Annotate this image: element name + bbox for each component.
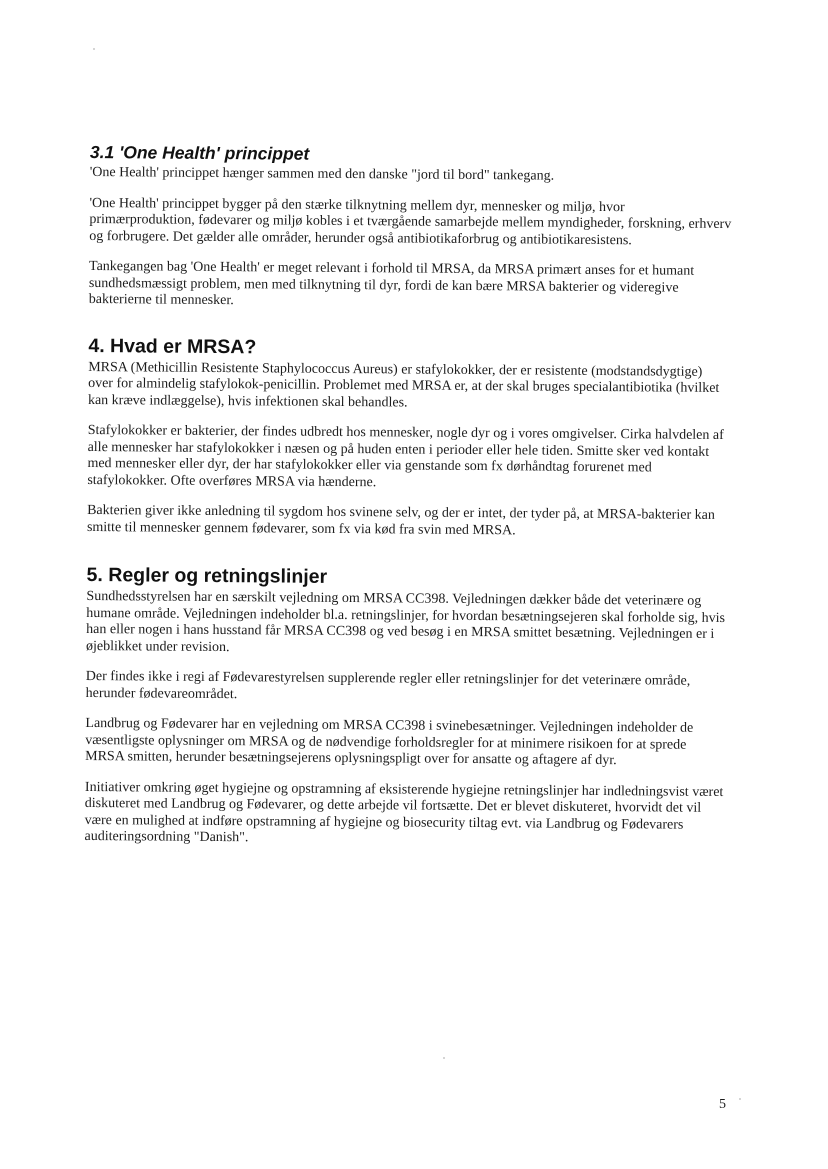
section-heading-hvad-er-mrsa: 4. Hvad er MRSA? xyxy=(88,334,257,358)
paragraph: MRSA (Methicillin Resistente Staphylococcus Aureus) er stafylokokker, der er resistente (modstandsdygtige) over for almindelig stafylokok-penicillin. Problemet med MRSA er, at der skal bruges specialantibiotika (hvilket kan kræve indlæggelse), hvis infektionen skal behandles. xyxy=(87,359,720,411)
document-body xyxy=(84,142,732,851)
paragraph: Stafylokokker er bakterier, der findes udbredt hos mennesker, nogle dyr og i vores omgivelser. Cirka halvdelen af alle mennesker har stafylokokker i næsen og på huden enten i perioder eller hele tiden. Smitte sker ved kontakt med mennesker eller dyr, der har stafylokokker eller via genstande som fx dørhåndtag forurenet med stafylokokker. Ofte overføres MRSA via hænderne. xyxy=(87,422,724,490)
paragraph: Sundhedsstyrelsen har en særskilt vejledning om MRSA CC398. Vejledningen dækker både det veterinære og humane område. Vejledningen indeholder bl.a. retningslinjer, for hvordan besætningsejeren skal forholde sig, hvis han eller nogen i hans husstand får MRSA CC398 og ved besøg i en MRSA smittet besætning. Vejledningen er i øjeblikket under revision. xyxy=(85,588,726,655)
section-heading-regler: 5. Regler og retningslinjer xyxy=(86,563,328,588)
paragraph: Tankegangen bag 'One Health' er meget relevant i forhold til MRSA, da MRSA primært anses for et humant sundhedsmæssigt problem, men med tilknytning til dyr, fordi de kan bære MRSA bakterier og videregive bakterierne til mennesker. xyxy=(88,258,695,309)
paragraph: Bakterien giver ikke anledning til sygdom hos svinene selv, og der er intet, der tyder på, at MRSA-bakterier kan smitte til mennesker gennem fødevarer, som fx via kød fra svin med MRSA. xyxy=(86,502,715,538)
paragraph: Der findes ikke i regi af Fødevarestyrelsen supplerende regler eller retningslinjer for det veterinære område, herunder fødevareområdet. xyxy=(85,668,691,702)
page-number: 5 xyxy=(719,1097,726,1112)
scan-speck xyxy=(739,1098,741,1100)
scan-speck xyxy=(443,1057,445,1059)
paragraph: 'One Health' princippet hænger sammen med den danske "jord til bord" tankegang. xyxy=(89,164,555,184)
paragraph: Landbrug og Fødevarer har en vejledning om MRSA CC398 i svinebesætninger. Vejledningen indeholder de væsentligste oplysninger om MRSA og de nødvendige forholdsregler for at minimere risikoen for at sprede MRSA smitten, herunder besætningsejerens oplysningspligt over for ansatte og aftagere af dyr. xyxy=(85,715,694,769)
section-heading-one-health: 3.1 'One Health' princippet xyxy=(89,142,310,164)
paragraph: 'One Health' princippet bygger på den stærke tilknytning mellem dyr, mennesker og miljø, hvor primærproduktion, fødevarer og miljø kobles i et tværgående samarbejde mellem myndigheder, forskning, erhverv og forbrugere. Det gælder alle områder, herunder også antibiotikaforbrug og antibiotikaresistens. xyxy=(89,195,732,248)
scan-speck xyxy=(93,48,95,50)
paragraph: Initiativer omkring øget hygiejne og opstramning af eksisterende hygiejne retningslinjer har indledningsvist været diskuteret med Landbrug og Fødevarer, og dette arbejde vil fortsætte. Det er blevet diskuteret, hvorvidt det vil være en mulighed at indføre opstramning af hygiejne og biosecurity tiltag evt. via Landbrug og Fødevarers auditeringsordning "Danish". xyxy=(84,779,724,846)
